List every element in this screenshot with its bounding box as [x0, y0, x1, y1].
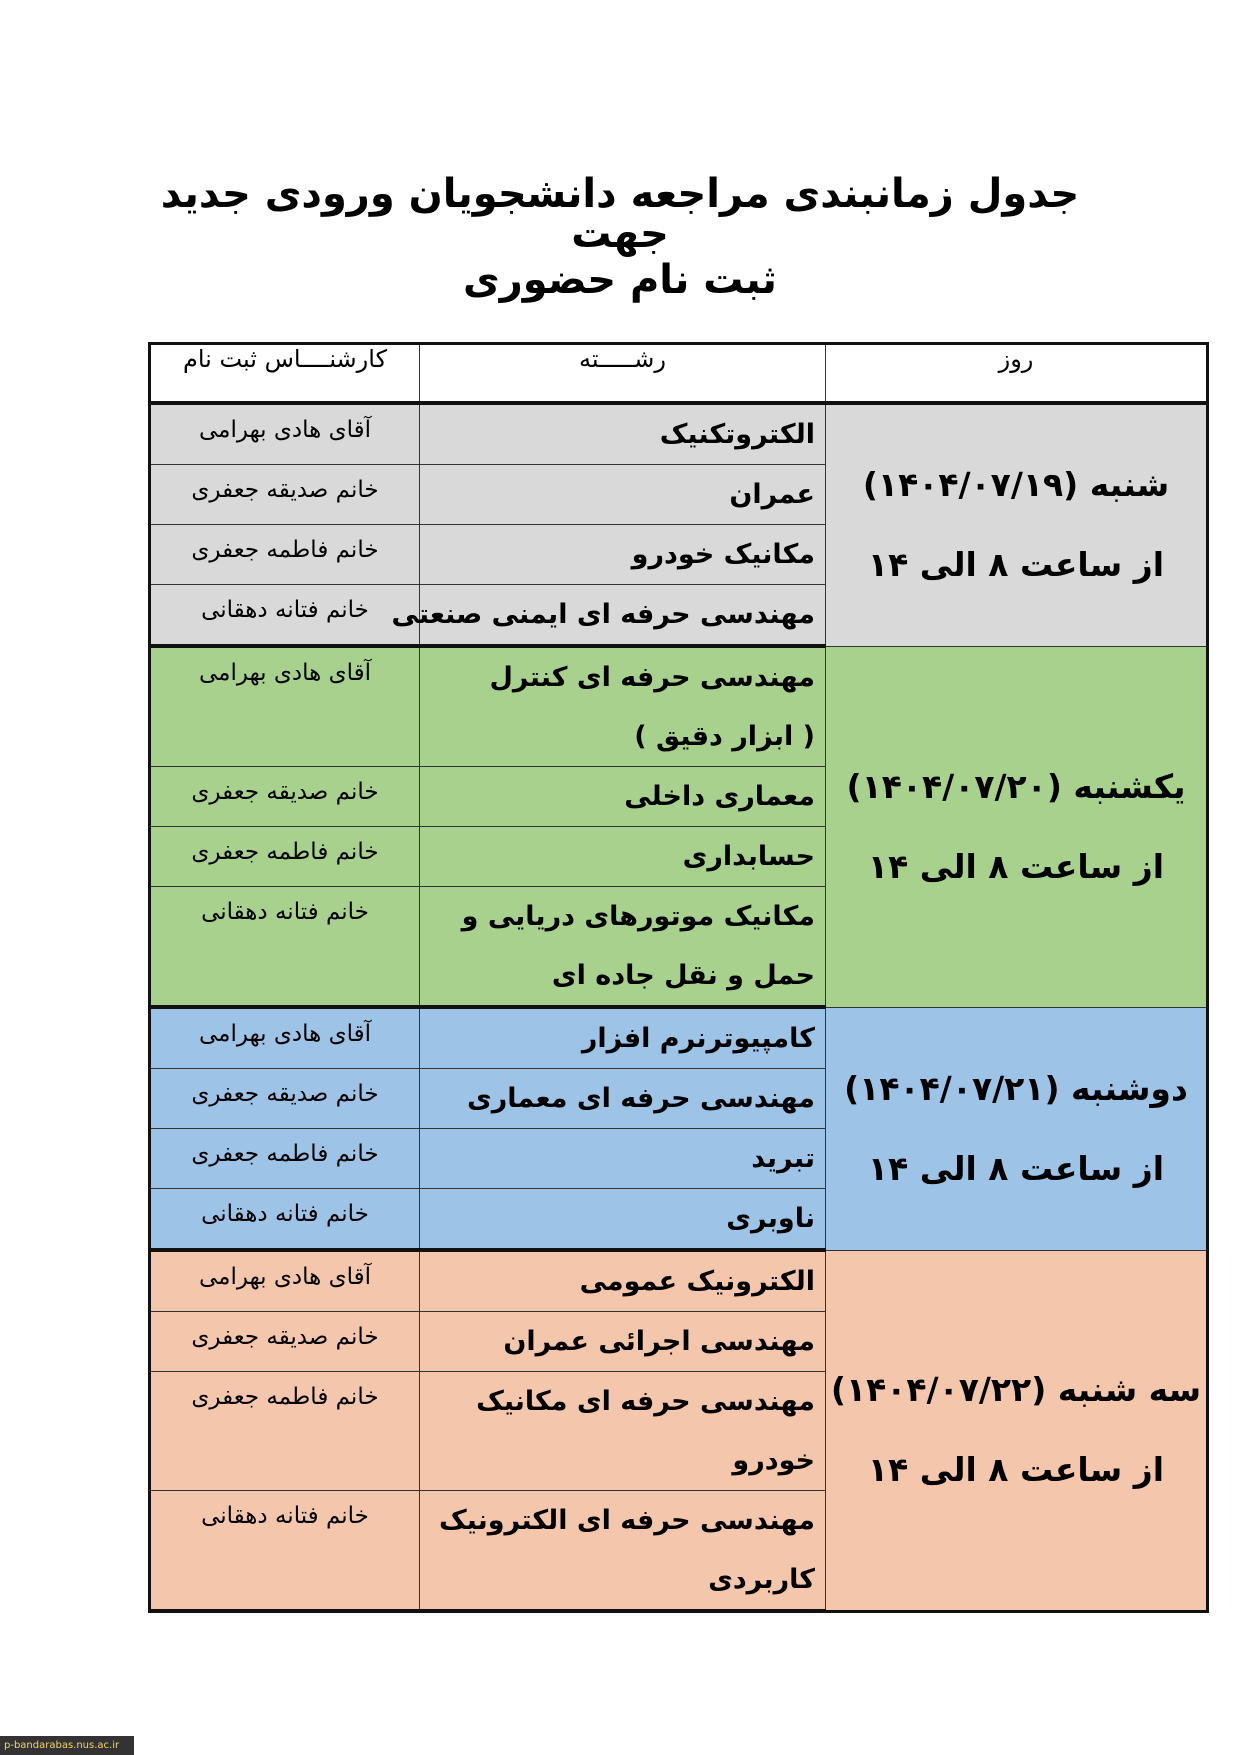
field-cell — [420, 1491, 826, 1612]
day-cell — [826, 1250, 1208, 1611]
day-date: شنبه (۱۴۰۴/۰۷/۱۹) — [862, 465, 1170, 505]
field-name: ناوبری — [726, 1203, 815, 1234]
header-day: روز — [826, 344, 1208, 404]
field-cell — [420, 1312, 826, 1372]
field-name: تبرید — [751, 1143, 815, 1174]
staff-cell: آقای هادی بهرامی — [150, 1007, 420, 1069]
field-name: ( ابزار دقیق ) — [634, 721, 815, 752]
day-hours: از ساعت ۸ الی ۱۴ — [867, 846, 1165, 886]
field-name: مهندسی حرفه ای مکانیک — [476, 1386, 815, 1417]
field-cell — [420, 525, 826, 585]
field-cell — [420, 403, 826, 465]
field-cell — [420, 465, 826, 525]
day-date: سه شنبه (۱۴۰۴/۰۷/۲۲) — [830, 1370, 1202, 1409]
header-field: رشـــــته — [420, 344, 826, 404]
staff-cell: خانم صدیقه جعفری — [150, 1069, 420, 1129]
staff-cell: خانم فاطمه جعفری — [150, 827, 420, 887]
field-name: مهندسی اجرائی عمران — [503, 1326, 815, 1357]
staff-cell: خانم فاطمه جعفری — [150, 1372, 420, 1491]
staff-cell: خانم صدیقه جعفری — [150, 1312, 420, 1372]
header-row — [150, 344, 1208, 404]
field-name: مکانیک موتورهای دریایی و — [461, 901, 815, 932]
field-name: کامپیوترنرم افزار — [581, 1023, 815, 1054]
day-hours: از ساعت ۸ الی ۱۴ — [867, 545, 1165, 585]
field-name: الکتروتکنیک — [659, 419, 815, 450]
staff-cell: خانم فاطمه جعفری — [150, 525, 420, 585]
staff-cell: خانم فتانه دهقانی — [150, 1189, 420, 1251]
field-cell — [420, 1189, 826, 1251]
staff-cell: آقای هادی بهرامی — [150, 1250, 420, 1312]
table-row — [150, 1250, 1208, 1312]
staff-cell: خانم صدیقه جعفری — [150, 465, 420, 525]
day-cell — [826, 646, 1208, 1007]
field-cell — [420, 646, 826, 767]
staff-cell: خانم فتانه دهقانی — [150, 585, 420, 647]
schedule-table — [148, 342, 1209, 1613]
page-title-line-2: ثبت نام حضوری — [463, 257, 777, 303]
field-cell — [420, 1372, 826, 1491]
field-cell — [391, 585, 826, 647]
field-name: الکترونیک عمومی — [579, 1266, 815, 1297]
staff-cell: آقای هادی بهرامی — [150, 403, 420, 465]
field-name: کاربردی — [708, 1564, 815, 1595]
field-name: مهندسی حرفه ای معماری — [466, 1083, 815, 1114]
header-staff: کارشنــــاس ثبت نام — [150, 344, 420, 404]
site-watermark: p-bandarabas.nus.ac.ir — [0, 1736, 134, 1755]
field-name: عمران — [729, 479, 815, 510]
day-cell — [826, 1007, 1208, 1250]
day-date: دوشنبه (۱۴۰۴/۰۷/۲۱) — [844, 1068, 1188, 1108]
staff-cell: آقای هادی بهرامی — [150, 646, 420, 767]
table-row — [150, 403, 1208, 465]
staff-cell: خانم فاطمه جعفری — [150, 1129, 420, 1189]
table-row — [150, 1007, 1208, 1069]
page-title-line-1: جدول زمانبندی مراجعه دانشجویان ورودی جدید جهت — [160, 171, 1080, 257]
field-cell — [420, 1007, 826, 1069]
field-cell — [420, 827, 826, 887]
day-date: یکشنبه (۱۴۰۴/۰۷/۲۰) — [846, 766, 1186, 806]
table-row — [150, 646, 1208, 767]
field-cell — [420, 1129, 826, 1189]
field-name: معماری داخلی — [624, 781, 815, 812]
field-name: حسابداری — [682, 841, 815, 872]
day-cell — [826, 403, 1208, 646]
staff-cell: خانم صدیقه جعفری — [150, 767, 420, 827]
field-name: مهندسی حرفه ای کنترل — [489, 662, 815, 693]
day-hours: از ساعت ۸ الی ۱۴ — [867, 1148, 1165, 1188]
field-name: مهندسی حرفه ای الکترونیک — [438, 1505, 815, 1536]
field-name: خودرو — [732, 1445, 815, 1476]
field-name: مکانیک خودرو — [631, 539, 815, 570]
field-name: حمل و نقل جاده ای — [551, 960, 815, 991]
field-cell — [420, 1069, 826, 1129]
field-cell — [420, 767, 826, 827]
staff-cell: خانم فتانه دهقانی — [150, 1491, 420, 1612]
field-cell — [420, 887, 826, 1008]
schedule-body — [150, 403, 1208, 1611]
staff-cell: خانم فتانه دهقانی — [150, 887, 420, 1008]
field-name: مهندسی حرفه ای ایمنی صنعتی — [391, 599, 815, 630]
field-cell — [420, 1250, 826, 1312]
day-hours: از ساعت ۸ الی ۱۴ — [867, 1450, 1165, 1489]
